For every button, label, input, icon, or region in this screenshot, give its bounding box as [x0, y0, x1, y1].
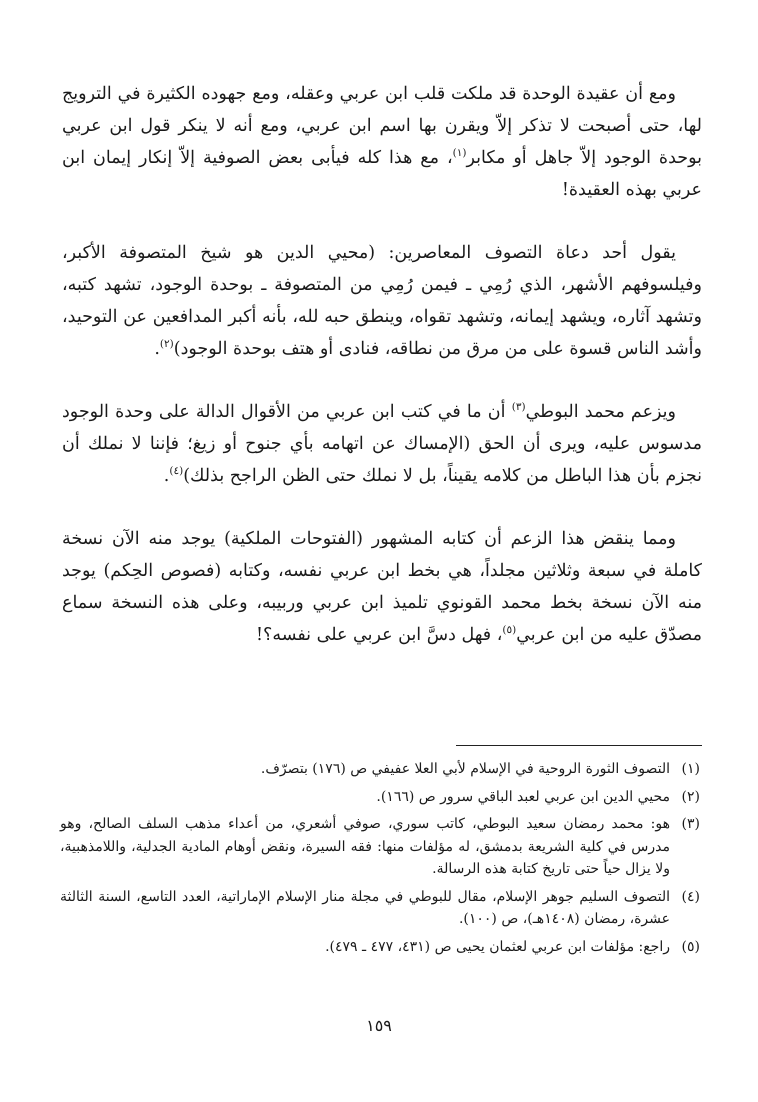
footnote-number: (٥): [681, 938, 700, 955]
footnote-ref-2[interactable]: (٢): [159, 338, 174, 351]
paragraph-3: ويزعم محمد البوطي$^{(٣)}$ أن ما في كتب ابن عربي من الأقوال الدالة على وحدة الوجود مدسوس عليه، ويرى أن الحق (الإمساك عن اتهامه بأي جنوح أو زيغ؛ فإننا لا نملك أن نجزم بأن هذا الباطل من كلامه يقيناً، بل لا نملك حتى الظن الراجح بذلك)$^{(٤)}$.: [62, 401, 702, 486]
footnote-ref-3[interactable]: (٣): [511, 401, 526, 414]
footnote-divider: [456, 745, 702, 746]
paragraph-4: ومما ينقض هذا الزعم أن كتابه المشهور (الفتوحات الملكية) يوجد منه الآن نسخة كاملة في سبعة وثلاثين مجلداً، هي بخط ابن عربي نفسه، وكتابه (فصوص الحِكم) يوجد منه الآن نسخة بخط محمد القونوي تلميذ ابن عربي وربيبه، وعلى هذه النسخة سماع مصدّق عليه من ابن عربي$^{(٥)}$، فهل دسَّ ابن عربي على نفسه؟!: [62, 529, 702, 645]
footnote-number: (٢): [681, 788, 700, 805]
footnote-text: التصوف السليم جوهر الإسلام، مقال للبوطي في مجلة منار الإسلام الإماراتية، العدد التاسع، السنة الثالثة عشرة، رمضان (١٤٠٨هـ)، ص (١٠٠).: [60, 888, 670, 927]
paragraph-1: ومع أن عقيدة الوحدة قد ملكت قلب ابن عربي وعقله، ومع جهوده الكثيرة في الترويج لها، حتى أصبحت لا تذكر إلاّ ويقرن بها اسم ابن عربي، ومع أنه لا ينكر قول ابن عربي بوحدة الوجود إلاّ جاهل أو مكابر$^{(١)}$، مع هذا كله فيأبى بعض الصوفية إلاّ إنكار إيمان ابن عربي بهذه العقيدة!: [62, 84, 702, 200]
footnote-number: (٤): [681, 888, 700, 905]
footnote-number: (٣): [681, 816, 700, 832]
footnote-text: راجع: مؤلفات ابن عربي لعثمان يحيى ص (٤٣١، ٤٧٧ ـ ٤٧٩).: [325, 938, 670, 955]
footnote-2: [60, 786, 700, 809]
footnotes: [60, 758, 700, 963]
main-text: [62, 78, 702, 682]
footnote-5: [60, 936, 700, 959]
footnote-text: محيي الدين ابن عربي لعبد الباقي سرور ص (١٦٦).: [376, 788, 670, 805]
paragraph-2: يقول أحد دعاة التصوف المعاصرين: (محيي الدين هو شيخ المتصوفة الأكبر، وفيلسوفهم الأشهر، الذي رُمِي ـ فيمن رُمِي من المتصوفة ـ بوحدة الوجود، تشهد كتبه، وتشهد آثاره، ويشهد إيمانه، وتشهد تقواه، وينطق حبه لله، بأنه أكبر المدافعين عن التوحيد، وأشد الناس قسوة على من مرق من نطاقه، فنادى أو هتف بوحدة الوجود)$^{(٢)}$.: [62, 243, 702, 359]
footnote-4: [60, 886, 700, 931]
footnote-text: هو: محمد رمضان سعيد البوطي، كاتب سوري، صوفي أشعري، من أعداء مذهب السلف الصالح، وهو مدرس في كلية الشريعة بدمشق، له مؤلفات منها: فقه السيرة، ونقض أوهام المادية الجدلية، واللامذهبية، ولا يزال حياً حتى تاريخ كتابة هذه الرسالة.: [60, 816, 670, 877]
footnote-text: التصوف الثورة الروحية في الإسلام لأبي العلا عفيفي ص (١٧٦) بتصرّف.: [260, 761, 670, 777]
footnote-ref-5[interactable]: (٥): [502, 624, 517, 637]
footnote-number: (١): [681, 761, 700, 777]
footnote-ref-4[interactable]: (٤): [169, 465, 184, 478]
page-number: ١٥٩: [366, 1016, 392, 1035]
footnote-3: [60, 813, 700, 881]
footnote-1: [60, 758, 700, 781]
footnote-ref-1[interactable]: (١): [452, 147, 467, 160]
